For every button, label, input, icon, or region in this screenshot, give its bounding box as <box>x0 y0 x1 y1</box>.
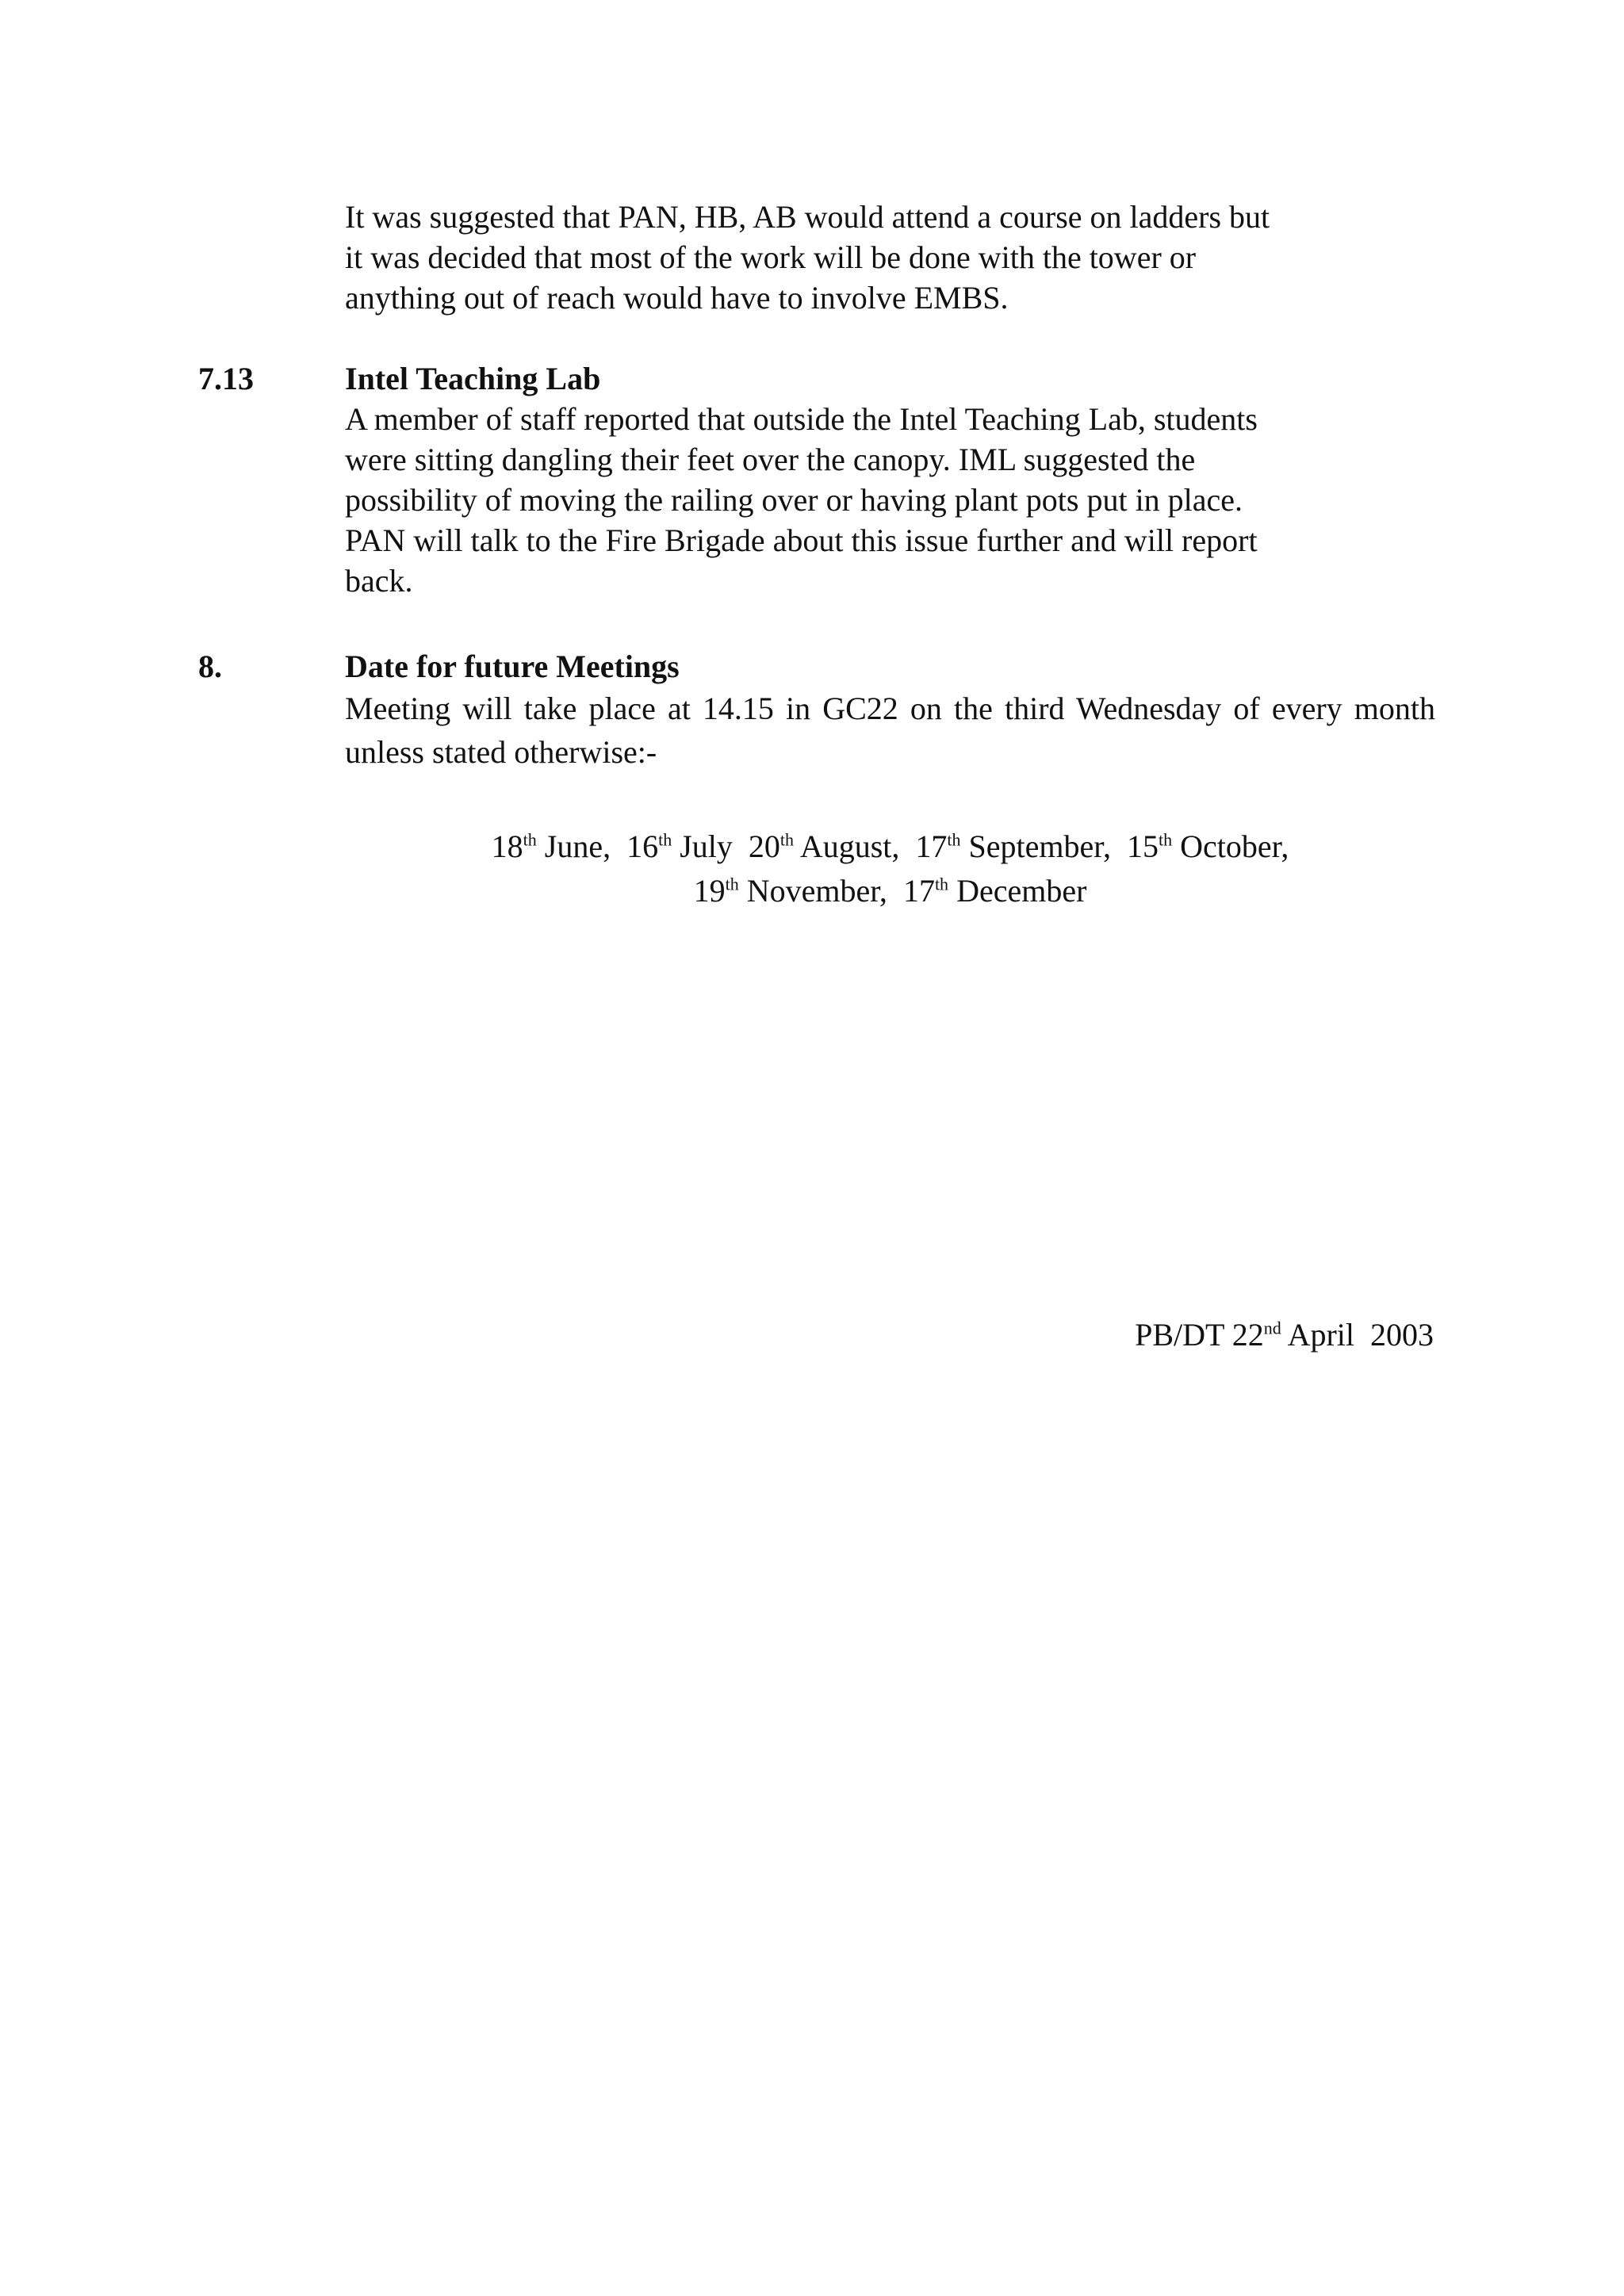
meeting-date: 15th October, <box>1126 828 1289 864</box>
paragraph-line: were sitting dangling their feet over the canopy. IML suggested the <box>345 442 1196 477</box>
section-heading: Intel Teaching Lab <box>345 361 601 396</box>
paragraph-line: back. <box>345 563 413 599</box>
meeting-date: 18th June, <box>491 828 611 864</box>
paragraph-line: A member of staff reported that outside the Intel Teaching Lab, students <box>345 401 1258 437</box>
author-initials: PB/DT <box>1135 1317 1224 1353</box>
meeting-dates-line-1 <box>345 825 1435 869</box>
section-heading: Date for future Meetings <box>345 649 680 684</box>
section-number: 8. <box>198 649 222 684</box>
meeting-schedule-text: Meeting will take place at 14.15 in GC22 on the third Wednesday of every month unless stated otherwise:- <box>345 691 1435 770</box>
section-number: 7.13 <box>198 361 254 396</box>
paragraph-line: It was suggested that PAN, HB, AB would attend a course on ladders but <box>345 199 1270 235</box>
meeting-date: 17th September, <box>915 828 1111 864</box>
paragraph-line: possibility of moving the railing over or having plant pots put in place. <box>345 482 1243 518</box>
meeting-dates-line-2 <box>345 869 1435 913</box>
section-future-meetings <box>345 646 1439 774</box>
paragraph-line: anything out of reach would have to involve EMBS. <box>345 280 1009 316</box>
meeting-date: 16th July <box>626 828 733 864</box>
continuation-paragraph <box>345 197 1439 318</box>
meeting-date: 17th December <box>902 873 1087 909</box>
meeting-date: 20th August, <box>748 828 900 864</box>
paragraph-line: PAN will talk to the Fire Brigade about this issue further and will report <box>345 522 1258 558</box>
paragraph-line: it was decided that most of the work will be done with the tower or <box>345 239 1197 275</box>
document-reference <box>1135 1314 1434 1355</box>
section-intel-teaching-lab <box>345 358 1439 601</box>
meeting-date: 19th November, <box>693 873 887 909</box>
document-date: 22nd April 2003 <box>1231 1317 1434 1353</box>
